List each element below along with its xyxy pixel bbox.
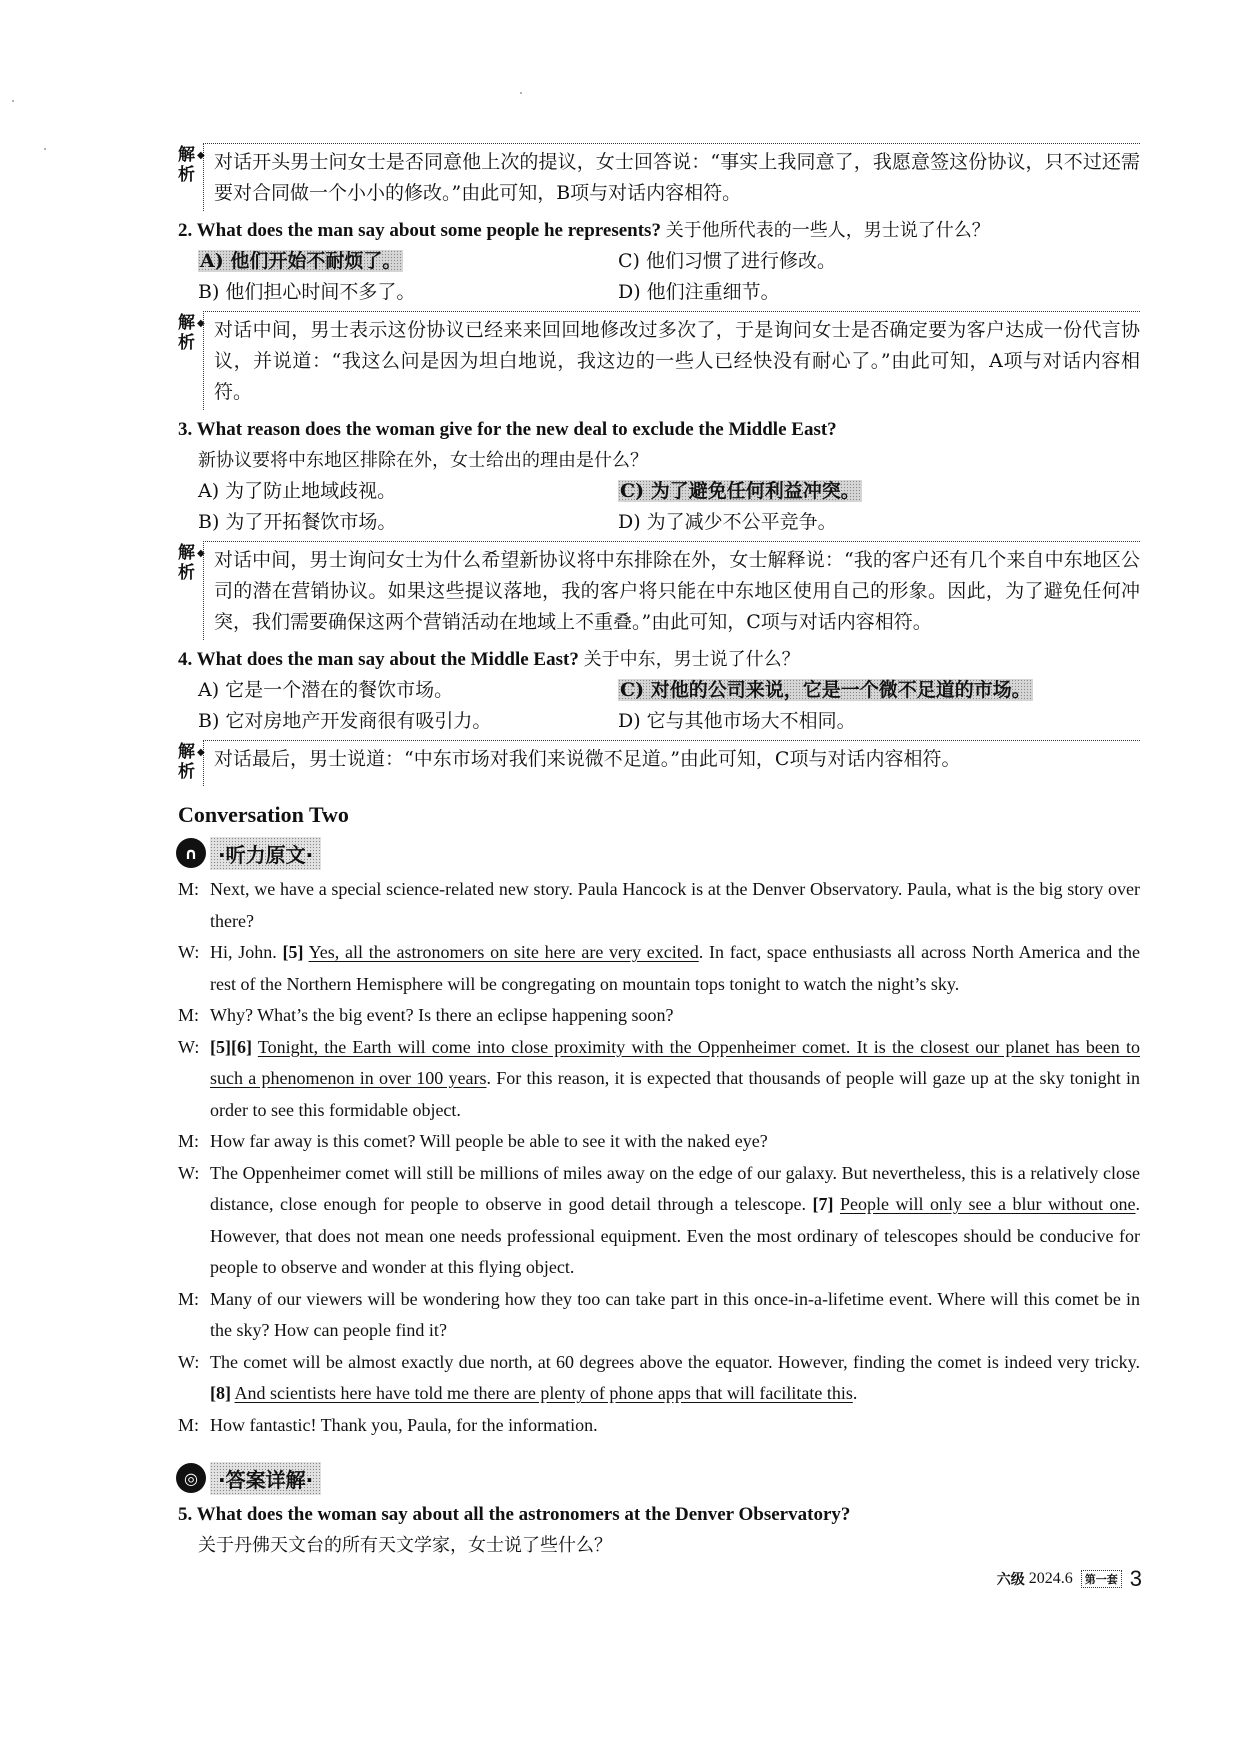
transcript-turn [178,1347,1140,1410]
answers-badge [176,1461,1140,1495]
transcript-turn [178,937,1140,1000]
turn-text [210,1347,1140,1410]
speaker-label: M: [178,1005,200,1025]
question-marker: [8] [210,1383,231,1403]
analysis-tag: 解 析 [178,543,195,583]
analysis-tag: 解 析 [178,742,195,782]
turn-text [210,1126,1140,1158]
option-b: B) 他们担心时间不多了。 [198,281,416,303]
scan-speck [12,100,14,102]
scan-speck [44,148,46,150]
diamond-icon: ◆ [197,747,205,758]
speaker-label: W: [178,942,200,962]
transcript-badge [176,836,1140,870]
analysis-block-2 [178,311,1140,410]
turn-text [210,1410,1140,1442]
text-span: . [852,1383,858,1403]
option-a: A) 他们开始不耐烦了。 [200,250,402,272]
text-span: How far away is this comet? Will people be able to see it with the naked eye? [210,1131,768,1151]
option-d: D) 它与其他市场大不相同。 [618,710,856,732]
exam-date: 2024.6 [1028,1570,1073,1587]
underlined-key-sentence: Yes, all the astronomers on site here are very excited [308,942,699,962]
diamond-icon: ◆ [197,548,205,559]
question-marker: [5][6] [210,1036,252,1057]
diamond-icon: ◆ [197,318,205,329]
question-5: 5. What does the woman say about all the astronomers at the Denver Observatory? [178,1504,851,1525]
chapter-label: 第一套 [1081,1570,1122,1588]
transcript [178,874,1140,1441]
speaker-label: M: [178,1288,200,1309]
text-span: . For this reason, it is expected that thousands of people will gaze up at the sky tonight in order to see this formidable object. [210,1068,1140,1120]
speaker-label: M: [178,1414,200,1435]
speaker-label: W: [178,1036,200,1057]
option-c: C) 对他的公司来说，它是一个微不足道的市场。 [620,679,1031,701]
answers-label: ·答案详解· [210,1462,321,1495]
text-span: The comet will be almost exactly due north, at 60 degrees above the equator. However, finding the comet is indeed very tricky. [210,1351,1140,1372]
option-b: B) 它对房地产开发商很有吸引力。 [198,710,492,732]
transcript-turn [178,1126,1140,1158]
underlined-key-sentence: And scientists here have told me there are plenty of phone apps that will facilitate this [234,1383,853,1403]
text-span: Many of our viewers will be wondering how they too can take part in this once-in-a-lifetime event. Where will this comet be in the sky? How can people find it? [210,1288,1140,1340]
question-marker: [7] [812,1194,834,1214]
section-title: Conversation Two [178,802,349,827]
underlined-key-sentence: People will only see a blur without one [839,1194,1136,1214]
options-q4 [178,675,1140,737]
option-b: B) 为了开拓餐饮市场。 [198,511,397,533]
speaker-label: W: [178,1351,200,1372]
option-d: D) 为了减少不公平竞争。 [618,511,837,533]
analysis-block-3 [178,541,1140,640]
analysis-tag: 解 析 [178,145,195,185]
question-3-cn: 新协议要将中东地区排除在外，女士给出的理由是什么？ [198,450,648,471]
analysis-text: 对话中间，男士询问女士为什么希望新协议将中东排除在外，女士解释说：“我的客户还有几个来自中东地区公司的潜在营销协议。如果这些提议落地，我的客户将只能在中东地区使用自己的形象。因此，为了避免任何冲突，我们需要确保这两个营销活动在地域上不重叠。”由此可知，C项与对话内容相符。 [203,541,1140,640]
underlined-key-sentence: Tonight, the Earth will come into close proximity with the Oppenheimer comet. It is the closest our planet has been to such a phenomenon in over 100 years [210,1036,1140,1088]
analysis-tag: 解 析 [178,313,195,353]
options-q3 [178,476,1140,538]
analysis-text: 对话最后，男士说道：“中东市场对我们来说微不足道。”由此可知，C项与对话内容相符。 [203,740,1140,786]
page-footer [997,1566,1142,1592]
page-number: 3 [1129,1566,1142,1591]
analysis-block-4 [178,740,1140,786]
transcript-label: ·听力原文· [210,837,321,870]
question-marker: [5] [282,942,304,962]
speaker-label: M: [178,879,200,899]
text-span: . However, that does not mean one needs professional equipment. Even the most ordinary of telescopes should be conducive for people to observe and wonder at this flying object. [210,1194,1141,1277]
transcript-turn [178,1284,1140,1347]
transcript-turn [178,1158,1140,1284]
question-2: 2. What does the man say about some people he represents? 关于他所代表的一些人，男士说了什么？ [178,220,990,241]
document-page [178,0,1140,1561]
text-span: Next, we have a special science-related new story. Paula Hancock is at the Denver Observatory. Paula, what is the big story over there? [210,879,1140,931]
transcript-turn [178,1032,1140,1127]
option-c: C) 他们习惯了进行修改。 [618,250,836,272]
text-span: Why? What’s the big event? Is there an eclipse happening soon? [210,1005,674,1025]
turn-text [210,1000,1140,1032]
transcript-turn [178,1410,1140,1442]
question-4: 4. What does the man say about the Middle East? 关于中东，男士说了什么？ [178,649,800,670]
analysis-block-1 [178,143,1140,211]
speaker-label: W: [178,1162,200,1183]
text-span: How fantastic! Thank you, Paula, for the information. [210,1414,598,1435]
option-a: A) 它是一个潜在的餐饮市场。 [198,679,454,701]
analysis-text: 对话开头男士问女士是否同意他上次的提议，女士回答说：“事实上我同意了，我愿意签这份协议，只不过还需要对合同做一个小小的修改。”由此可知，B项与对话内容相符。 [203,143,1140,211]
options-q2 [178,246,1140,308]
question-3: 3. What reason does the woman give for the new deal to exclude the Middle East? [178,419,837,440]
transcript-turn [178,1000,1140,1032]
text-span: Hi, John. [210,942,283,962]
diamond-icon: ◆ [197,150,205,161]
turn-text [210,1032,1140,1127]
exam-level: 六级 [996,1572,1025,1588]
lightbulb-icon: ◎ [176,1463,206,1493]
option-d: D) 他们注重细节。 [618,281,780,303]
turn-text [210,1284,1140,1347]
text-span: The Oppenheimer comet will still be millions of miles away on the edge of our galaxy. But nevertheless, this is a relatively close distance, close enough for people to observe in good detail through a telescope. [210,1162,1140,1214]
option-a: A) 为了防止地域歧视。 [198,480,397,502]
transcript-turn [178,874,1140,937]
question-5-cn: 关于丹佛天文台的所有天文学家，女士说了些什么？ [198,1535,612,1556]
turn-text [210,937,1140,1000]
option-c: C) 为了避免任何利益冲突。 [620,480,860,502]
turn-text [210,1158,1140,1284]
speaker-label: M: [178,1131,200,1151]
text-span: . In fact, space enthusiasts all across North America and the rest of the Northern Hemisphere will be congregating on mountain tops tonight to watch the night’s sky. [210,942,1140,994]
turn-text [210,874,1140,937]
analysis-text: 对话中间，男士表示这份协议已经来来回回地修改过多次了，于是询问女士是否确定要为客户达成一份代言协议，并说道：“我这么问是因为坦白地说，我这边的一些人已经快没有耐心了。”由此可知，A项与对话内容相符。 [203,311,1140,410]
headphones-icon: ∩ [176,838,206,868]
